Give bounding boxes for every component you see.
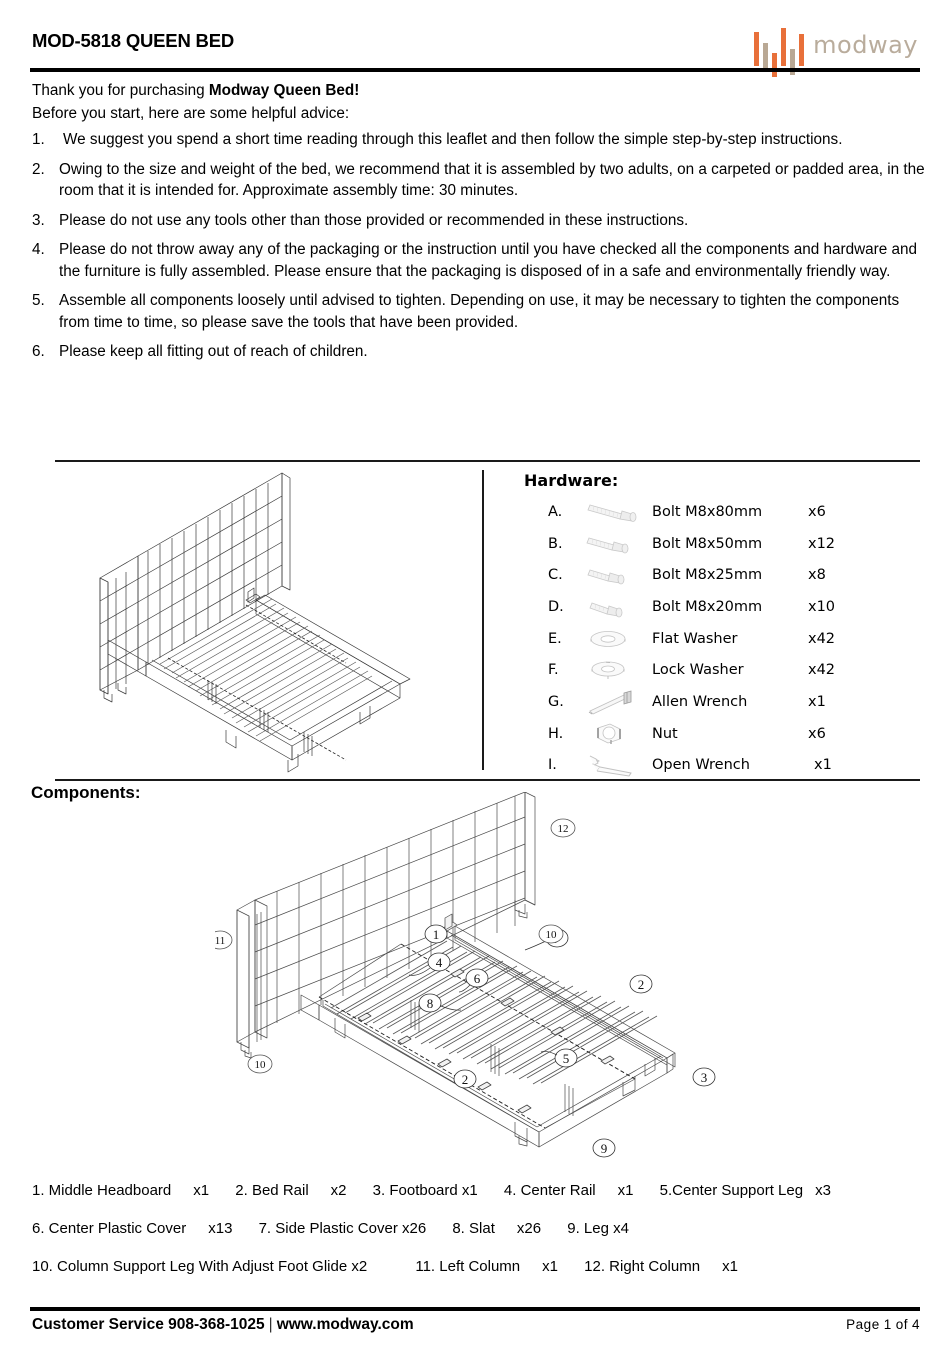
exploded-bed-diagram — [215, 792, 835, 1167]
list-item — [32, 290, 927, 333]
bolt-icon — [584, 592, 652, 622]
hardware-quantity: x42 — [808, 662, 836, 679]
legend-item-8-label: 8. Slat — [452, 1220, 495, 1237]
legend-item-1-label: 1. Middle Headboard — [32, 1182, 172, 1199]
hardware-name: Flat Washer — [652, 630, 738, 647]
callout-11-label: 11 — [215, 935, 226, 947]
legend-item-4-label: 4. Center Rail — [503, 1182, 596, 1199]
callout-2-label-far: 2 — [637, 977, 645, 992]
list-item — [32, 341, 927, 363]
hardware-quantity: x42 — [808, 630, 836, 647]
hardware-name: Nut — [652, 725, 678, 742]
components-section-divider — [55, 779, 920, 781]
hardware-letter: F. — [548, 662, 559, 679]
callout-8-label: 8 — [426, 996, 434, 1011]
advice-number: 1. — [32, 131, 45, 148]
hardware-letter: B. — [548, 535, 563, 552]
allen-wrench-icon — [584, 687, 652, 717]
hardware-name: Allen Wrench — [652, 693, 748, 710]
table-row — [548, 654, 920, 686]
hardware-quantity: x12 — [808, 535, 836, 552]
legend-item-6-label: 6. Center Plastic Cover — [32, 1220, 187, 1237]
page-label: Page — [846, 1317, 880, 1332]
hardware-quantity: x6 — [808, 503, 826, 520]
advice-list — [32, 129, 927, 370]
callout-4-label: 4 — [435, 955, 443, 970]
advice-text: Owing to the size and weight of the bed, we recommend that it is assembled by two adults, on a carpeted or padded area, in the room that it is intended for. Approximate assembly time: 30 minutes. — [59, 160, 925, 199]
hardware-letter: C. — [548, 567, 563, 584]
list-item — [32, 129, 927, 151]
legend-item-12-qty: x1 — [722, 1258, 738, 1275]
components-title: Components: — [31, 783, 141, 802]
table-row — [548, 591, 920, 623]
legend-item-9-label: 9. Leg x4 — [567, 1220, 629, 1237]
legend-item-7-label: 7. Side Plastic Cover x26 — [258, 1220, 427, 1237]
logo-wordmark: modway — [813, 30, 918, 59]
hardware-title: Hardware: — [524, 471, 619, 490]
lock-washer-icon — [584, 655, 652, 685]
page-of-label: of — [895, 1317, 908, 1332]
legend-item-5-qty: x3 — [815, 1182, 831, 1199]
bolt-icon — [584, 497, 652, 527]
open-wrench-icon — [584, 750, 652, 780]
legend-item-3-label: 3. Footboard x1 — [372, 1182, 478, 1199]
hardware-letter: H. — [548, 725, 564, 742]
bolt-icon — [584, 529, 652, 559]
intro-block — [32, 80, 922, 125]
page-header — [32, 26, 918, 66]
page-title: MOD-5818 QUEEN BED — [32, 30, 235, 51]
advice-text: Assemble all components loosely until advised to tighten. Depending on use, it may be necessary to tighten the components from time to time, so please save the tools that have been provided. — [59, 292, 900, 331]
hardware-quantity: x10 — [808, 598, 836, 615]
advice-number: 3. — [32, 211, 45, 229]
advice-number: 4. — [32, 241, 45, 258]
callout-3-label: 3 — [700, 1070, 708, 1085]
list-item — [32, 210, 927, 232]
hardware-quantity: x8 — [808, 567, 826, 584]
callout-12-label: 12 — [557, 823, 569, 835]
legend-item-11-qty: x1 — [542, 1258, 558, 1275]
hardware-quantity: x1 — [814, 757, 832, 774]
customer-service-line — [32, 1316, 414, 1334]
advice-number: 2. — [32, 160, 45, 178]
hardware-section-vertical-divider — [482, 470, 484, 770]
bolt-icon — [584, 560, 652, 590]
hardware-letter: D. — [548, 598, 564, 615]
hardware-name: Bolt M8x50mm — [652, 535, 763, 552]
legend-item-12-label: 12. Right Column — [584, 1258, 701, 1275]
list-item — [32, 159, 927, 202]
legend-row-2 — [32, 1210, 927, 1248]
legend-item-10-label: 10. Column Support Leg With Adjust Foot Glide x2 — [32, 1258, 368, 1275]
logo-bars-icon — [754, 26, 804, 66]
flat-washer-icon — [584, 624, 652, 654]
callout-5-label: 5 — [562, 1051, 570, 1066]
legend-item-2-label: 2. Bed Rail — [235, 1182, 309, 1199]
table-row — [548, 528, 920, 560]
page-indicator — [844, 1317, 922, 1332]
hardware-name: Bolt M8x20mm — [652, 598, 763, 615]
customer-service-phone: Customer Service 908-368-1025 — [32, 1316, 265, 1333]
hardware-section-divider — [55, 460, 920, 462]
hardware-letter: G. — [548, 693, 564, 710]
advice-number: 5. — [32, 292, 45, 309]
page-total: 4 — [911, 1317, 920, 1332]
thanks-product: Modway Queen Bed! — [208, 82, 360, 99]
page-number: 1 — [883, 1317, 892, 1332]
nut-icon — [584, 719, 652, 749]
legend-row-3 — [32, 1248, 927, 1286]
hardware-letter: A. — [548, 503, 563, 520]
assembled-bed-drawing — [60, 468, 480, 780]
hardware-name: Open Wrench — [652, 757, 750, 774]
components-legend — [32, 1172, 927, 1286]
callout-2-label-near: 2 — [461, 1072, 469, 1087]
callout-6-label: 6 — [473, 971, 481, 986]
thanks-line — [32, 80, 922, 102]
callout-1-label: 1 — [432, 927, 440, 942]
hardware-name: Bolt M8x80mm — [652, 503, 763, 520]
legend-item-4-qty: x1 — [617, 1182, 634, 1199]
advice-number: 6. — [32, 343, 45, 360]
table-row — [548, 686, 920, 718]
hardware-quantity: x6 — [808, 725, 826, 742]
legend-item-5-label: 5.Center Support Leg — [659, 1182, 804, 1199]
advice-text: We suggest you spend a short time reading through this leaflet and then follow the simple step-by-step instructions. — [63, 131, 843, 148]
hardware-name: Lock Washer — [652, 662, 744, 679]
advice-text: Please keep all fitting out of reach of children. — [59, 343, 368, 360]
hardware-table — [548, 496, 920, 781]
page-footer — [32, 1316, 922, 1334]
before-you-start-line: Before you start, here are some helpful advice: — [32, 105, 350, 122]
hardware-name: Bolt M8x25mm — [652, 567, 763, 584]
hardware-quantity: x1 — [808, 693, 826, 710]
table-row — [548, 750, 920, 782]
footer-separator: | — [268, 1316, 273, 1333]
modway-logo — [754, 26, 918, 66]
list-item — [32, 239, 927, 282]
header-divider — [30, 68, 920, 72]
table-row — [548, 718, 920, 750]
legend-row-1 — [32, 1172, 927, 1210]
table-row — [548, 496, 920, 528]
legend-item-8-qty: x26 — [516, 1220, 542, 1237]
legend-item-2-qty: x2 — [330, 1182, 347, 1199]
legend-item-6-qty: x13 — [208, 1220, 233, 1237]
table-row — [548, 559, 920, 591]
table-row — [548, 623, 920, 655]
thanks-prefix: Thank you for purchasing — [32, 82, 209, 99]
legend-item-1-qty: x1 — [193, 1182, 210, 1199]
callout-10-label-left: 10 — [254, 1059, 266, 1071]
hardware-letter: E. — [548, 630, 562, 647]
hardware-letter: I. — [548, 757, 557, 774]
footer-divider — [30, 1307, 920, 1311]
legend-item-11-label: 11. Left Column — [415, 1258, 521, 1275]
website-link[interactable]: www.modway.com — [276, 1316, 414, 1333]
advice-text: Please do not use any tools other than those provided or recommended in these instructions. — [59, 211, 689, 229]
callout-9-label: 9 — [600, 1141, 608, 1156]
callout-10-label-right: 10 — [545, 929, 557, 941]
advice-text: Please do not throw away any of the packaging or the instruction until you have checked all the components and hardware and the furniture is fully assembled. Please ensure that the packaging is disposed of in a safe and environmentally friendly way. — [59, 241, 918, 280]
